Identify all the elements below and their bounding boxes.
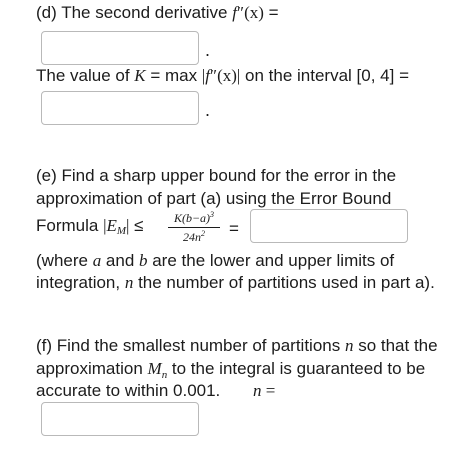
k-value-answer-input[interactable] bbox=[41, 91, 199, 125]
numerator-text: K(b−a) bbox=[173, 211, 211, 225]
error-bound-formula bbox=[36, 216, 144, 241]
abs-f-symbol: f bbox=[205, 66, 210, 85]
f-symbol: f bbox=[232, 3, 237, 22]
part-e-line-1: (e) Find a sharp upper bound for the error in the bbox=[36, 166, 397, 185]
leq-sign: ≤ bbox=[129, 216, 144, 235]
partitions-answer-input[interactable] bbox=[41, 402, 199, 436]
numerator-exponent: 3 bbox=[210, 210, 215, 219]
em-abs-open: | bbox=[103, 216, 107, 235]
f-line1-start: (f) Find the smallest number of partitions bbox=[36, 336, 345, 355]
equals-sign: = bbox=[263, 3, 279, 22]
f-line2-start: approximation bbox=[36, 359, 148, 378]
fraction-numerator bbox=[166, 210, 222, 226]
line5-start: integration, bbox=[36, 273, 125, 292]
denominator-text: 24n bbox=[183, 230, 201, 244]
k-suffix: on the interval [0, 4] = bbox=[240, 66, 410, 85]
fraction-denominator bbox=[166, 229, 222, 245]
n-eq-sign: = bbox=[261, 381, 276, 400]
equals-sign-e: = bbox=[229, 219, 239, 238]
fraction-bar bbox=[168, 227, 220, 228]
k-mid: = max bbox=[145, 66, 202, 85]
formula-prefix: Formula bbox=[36, 216, 104, 235]
f-line2-end: to the integral is guaranteed to be bbox=[167, 359, 426, 378]
part-e-integration-line bbox=[36, 273, 435, 293]
em-abs-close: | bbox=[126, 216, 130, 235]
double-prime: ″ bbox=[236, 3, 245, 22]
denominator-exponent: 2 bbox=[201, 229, 205, 238]
n-eq-symbol: n bbox=[253, 381, 262, 400]
part-f-line-3: accurate to within 0.001. bbox=[36, 381, 221, 400]
abs-close: | bbox=[236, 66, 241, 85]
abs-double-prime: ″ bbox=[209, 66, 218, 85]
n-symbol: n bbox=[124, 273, 134, 292]
n-equals-label bbox=[253, 381, 275, 401]
line5-end: the number of partitions used in part a). bbox=[133, 273, 435, 292]
part-e-where-line bbox=[36, 251, 394, 271]
error-bound-answer-input[interactable] bbox=[250, 209, 408, 243]
period-2: . bbox=[205, 100, 211, 120]
where-end: are the lower and upper limits of bbox=[147, 251, 395, 270]
f-line1-end: so that the bbox=[353, 336, 438, 355]
f-n-symbol: n bbox=[344, 336, 354, 355]
part-f-line-1 bbox=[36, 336, 438, 356]
e-symbol: E bbox=[106, 216, 117, 235]
abs-arg: (x) bbox=[217, 66, 237, 85]
k-value-prompt bbox=[36, 66, 409, 86]
period: . bbox=[205, 40, 211, 60]
part-d-label: (d) The second derivative bbox=[36, 3, 228, 22]
where-open: (where bbox=[36, 251, 93, 270]
k-symbol: K bbox=[134, 66, 146, 85]
second-derivative-answer-input[interactable] bbox=[41, 31, 199, 65]
f-arg: (x) bbox=[244, 3, 264, 22]
part-e-line-2: approximation of part (a) using the Error Bound bbox=[36, 189, 392, 208]
a-symbol: a bbox=[92, 251, 102, 270]
abs-open: | bbox=[201, 66, 206, 85]
where-mid: and bbox=[101, 251, 139, 270]
k-prefix: The value of bbox=[36, 66, 135, 85]
b-symbol: b bbox=[139, 251, 148, 270]
m-subscript: n bbox=[161, 369, 168, 381]
e-subscript: M bbox=[116, 225, 127, 237]
part-d-derivative-prompt bbox=[36, 3, 279, 23]
m-symbol: M bbox=[147, 359, 162, 378]
